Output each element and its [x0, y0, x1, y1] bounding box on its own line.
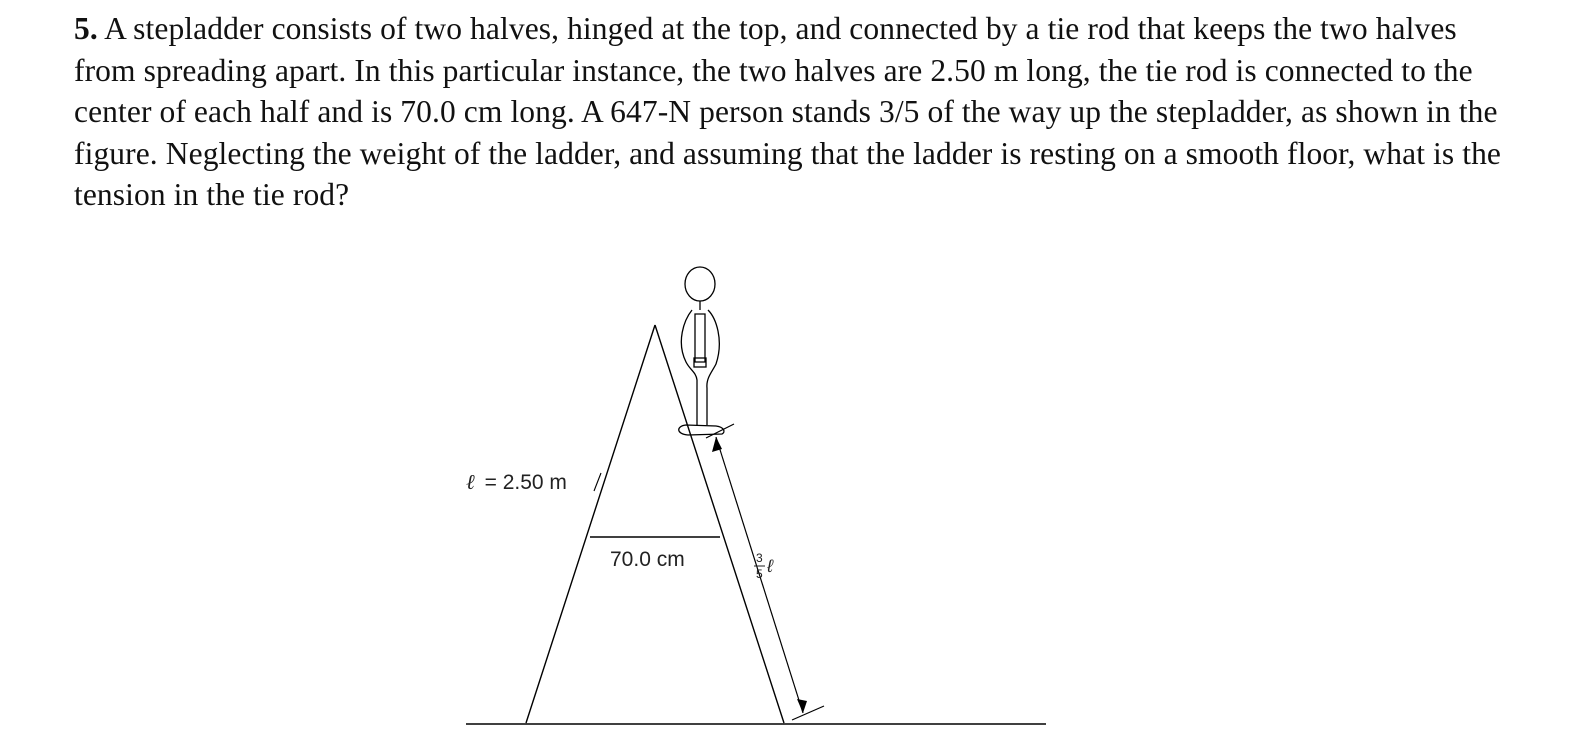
length-label-symbol: ℓ [466, 470, 475, 494]
length-label-pointer [594, 473, 601, 491]
person-arm [695, 314, 705, 362]
length-label-value: = 2.50 m [484, 471, 567, 494]
fraction-denominator: 5 [756, 567, 763, 581]
length-label [466, 470, 567, 494]
person-head [685, 267, 715, 301]
dimension-tick-bottom [792, 706, 824, 720]
left-ladder-leg [526, 325, 655, 723]
fraction-symbol: ℓ [767, 556, 773, 576]
person-figure [679, 267, 724, 435]
person-foot [679, 425, 724, 435]
fraction-label [754, 551, 774, 581]
problem-number: 5. [74, 11, 98, 46]
right-ladder-leg [655, 325, 784, 723]
fraction-numerator: 3 [756, 551, 763, 565]
three-fifths-dimension [706, 424, 824, 720]
rod-label: 70.0 cm [610, 548, 685, 571]
problem-text: A stepladder consists of two halves, hinged at the top, and connected by a tie rod that keeps the two halves from spreading apart. In this particular instance, the two halves are 2.50 m long, the tie rod is connected to the center of each half and is 70.0 cm long. A 647-N person stands 3/5 of the way up the stepladder, as shown in the figure. Neglecting the weight of the ladder, and assuming that the ladder is resting on a smooth floor, what is the tension in the tie rod? [74, 11, 1501, 213]
